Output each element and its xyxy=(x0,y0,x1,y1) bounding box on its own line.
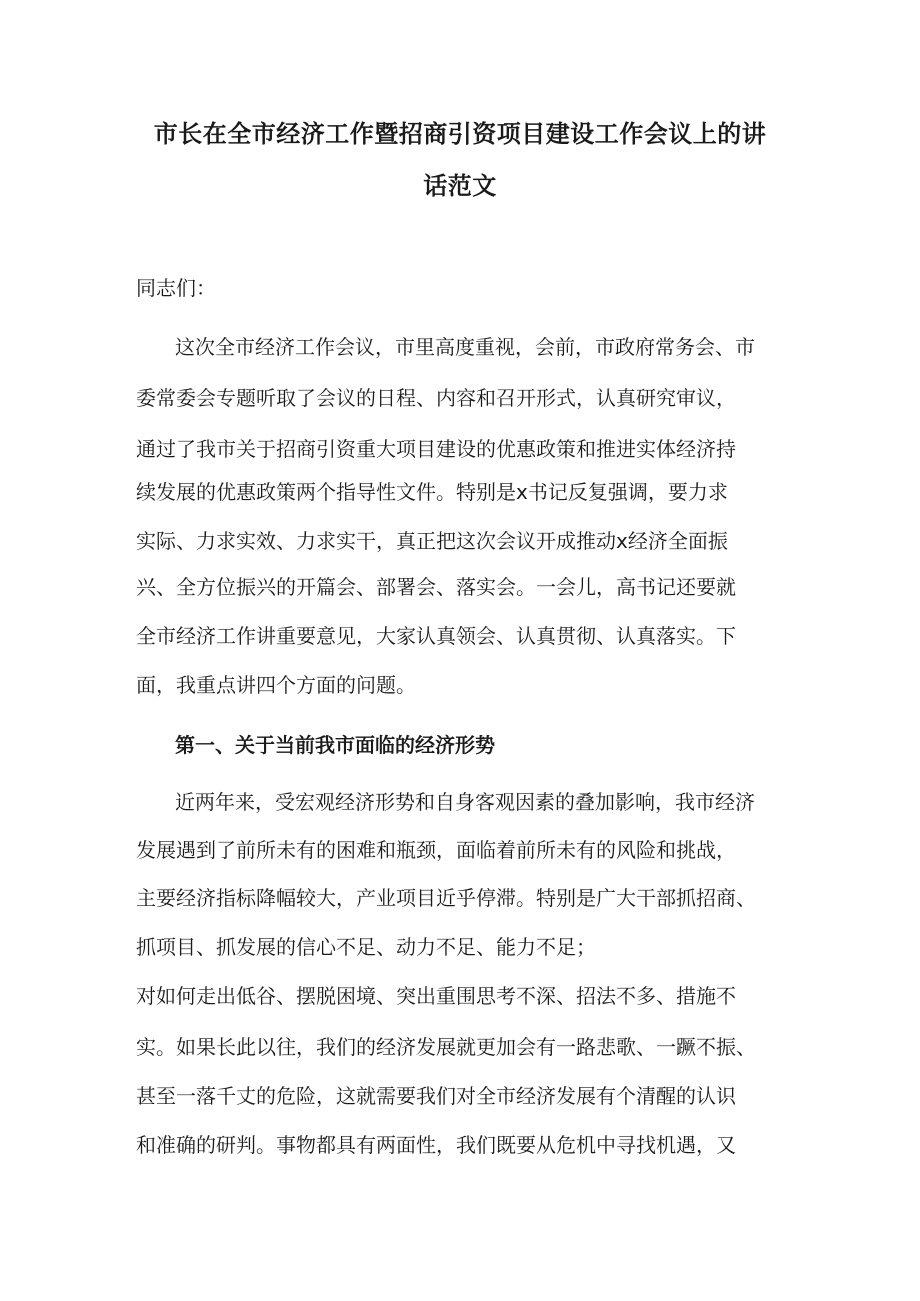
paragraph-1-line-1: 这次全市经济工作会议，市里高度重视，会前，市政府常务会、市 xyxy=(175,335,755,359)
paragraph-1-line-7: 全市经济工作讲重要意见，大家认真领会、认真贯彻、认真落实。下 xyxy=(136,624,736,648)
paragraph-2-line-4: 抓项目、抓发展的信心不足、动力不足、能力不足； xyxy=(136,935,596,959)
salutation: 同志们： xyxy=(136,276,216,300)
paragraph-1-line-3: 通过了我市关于招商引资重大项目建设的优惠政策和推进实体经济持 xyxy=(136,437,736,461)
paragraph-2-line-7: 甚至一落千丈的危险，这就需要我们对全市经济发展有个清醒的认识 xyxy=(136,1084,736,1108)
paragraph-1-line-8: 面，我重点讲四个方面的问题。 xyxy=(136,673,416,697)
paragraph-1-line-4: 续发展的优惠政策两个指导性文件。特别是x书记反复强调，要力求 xyxy=(136,480,728,504)
document-title-line-2: 话范文 xyxy=(423,172,497,200)
paragraph-1-line-6: 兴、全方位振兴的开篇会、部署会、落实会。一会儿，高书记还要就 xyxy=(136,575,736,599)
section-1-heading: 第一、关于当前我市面临的经济形势 xyxy=(175,733,495,757)
paragraph-2-line-6: 实。如果长此以往，我们的经济发展就更加会有一路悲歌、一蹶不振、 xyxy=(136,1035,756,1059)
paragraph-1-line-2: 委常委会专题听取了会议的日程、内容和召开形式，认真研究审议， xyxy=(136,386,736,410)
paragraph-2-line-8: 和准确的研判。事物都具有两面性，我们既要从危机中寻找机遇，又 xyxy=(136,1133,736,1157)
paragraph-1-line-5: 实际、力求实效、力求实干，真正把这次会议开成推动x经济全面振 xyxy=(136,529,728,553)
document-title-line-1: 市长在全市经济工作暨招商引资项目建设工作会议上的讲 xyxy=(153,120,767,148)
paragraph-2-line-2: 发展遇到了前所未有的困难和瓶颈，面临着前所未有的风险和挑战， xyxy=(136,838,736,862)
paragraph-2-line-5: 对如何走出低谷、摆脱困境、突出重围思考不深、招法不多、措施不 xyxy=(136,984,736,1008)
paragraph-2-line-3: 主要经济指标降幅较大，产业项目近乎停滞。特别是广大干部抓招商、 xyxy=(136,886,756,910)
paragraph-2-line-1: 近两年来，受宏观经济形势和自身客观因素的叠加影响，我市经济 xyxy=(175,790,755,814)
